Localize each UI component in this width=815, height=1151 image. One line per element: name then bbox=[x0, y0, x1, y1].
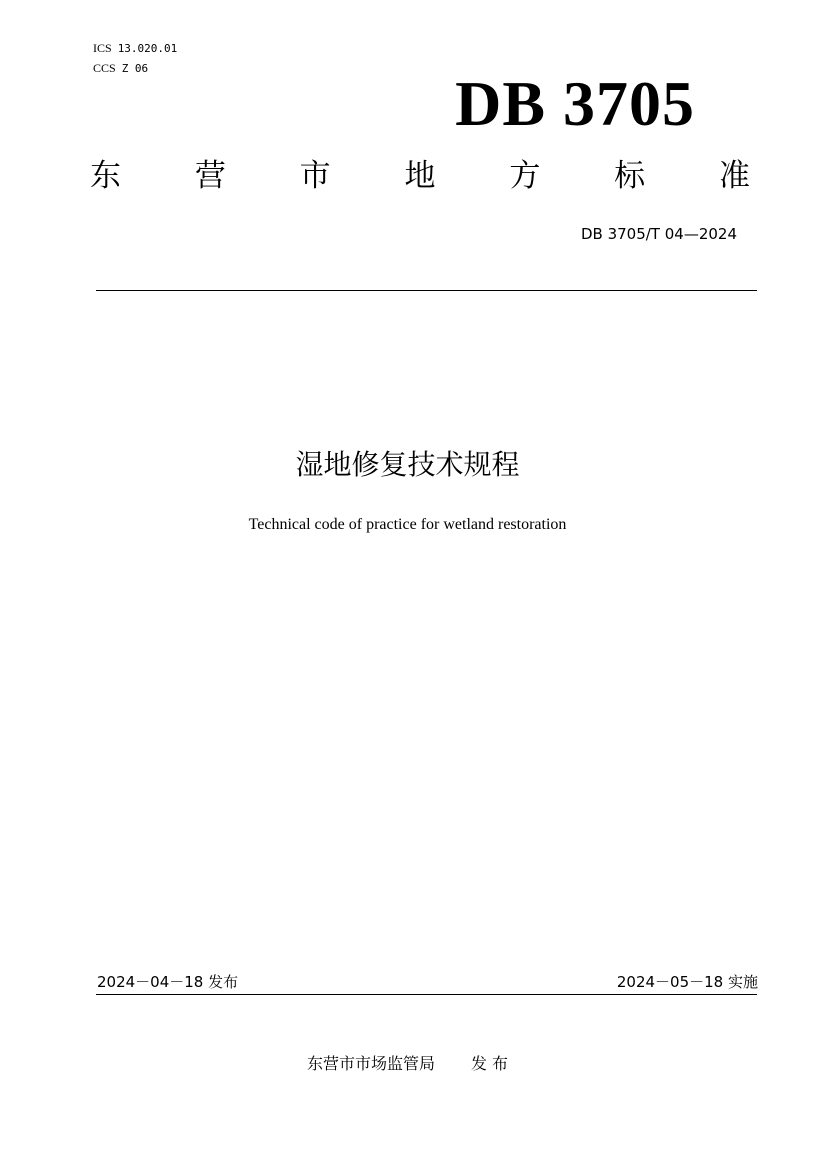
standard-number: DB 3705/T 04—2024 bbox=[580, 225, 737, 243]
implement-date: 2024－05－18 实施 bbox=[616, 973, 758, 991]
standard-type-char: 方 bbox=[509, 158, 541, 194]
ics-label: ICS bbox=[93, 41, 112, 55]
ccs-value: Z 06 bbox=[121, 62, 149, 75]
ccs-line bbox=[93, 60, 148, 77]
publisher-name: 东营市市场监管局 bbox=[306, 1054, 435, 1073]
ics-value: 13.020.01 bbox=[117, 42, 178, 55]
title-chinese: 湿地修复技术规程 bbox=[295, 448, 520, 481]
standard-type-char: 地 bbox=[404, 158, 436, 194]
publisher-line bbox=[0, 1053, 815, 1075]
standard-type-char: 东 bbox=[90, 158, 121, 194]
publisher-action: 发 布 bbox=[470, 1054, 509, 1073]
standard-type-char: 准 bbox=[718, 158, 750, 194]
ccs-label: CCS bbox=[93, 61, 116, 75]
bottom-divider bbox=[96, 994, 757, 995]
publish-date: 2024－04－18 发布 bbox=[97, 973, 239, 991]
standard-code: DB 3705 bbox=[455, 68, 695, 139]
standard-type-char: 市 bbox=[299, 158, 331, 194]
ics-line bbox=[93, 40, 177, 57]
standard-type-char: 营 bbox=[194, 158, 226, 194]
top-divider bbox=[96, 290, 757, 291]
standard-type bbox=[90, 156, 750, 196]
standard-type-char: 标 bbox=[614, 158, 646, 194]
title-english: Technical code of practice for wetland restoration bbox=[248, 516, 567, 533]
